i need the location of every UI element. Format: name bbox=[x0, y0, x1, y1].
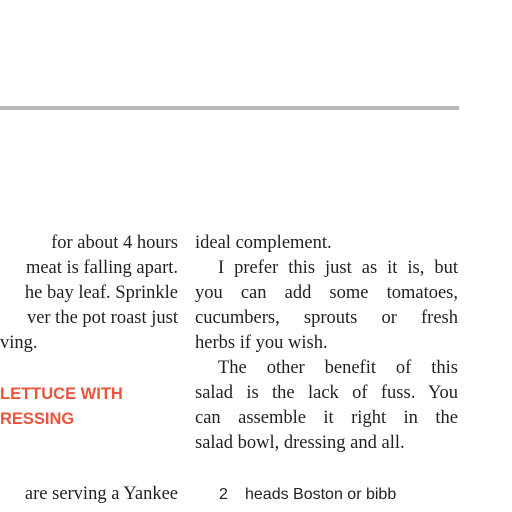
right-text-column bbox=[195, 231, 458, 456]
body-text-line: herbs if you wish. bbox=[195, 333, 328, 353]
body-text-line: I prefer this just as it is, but bbox=[218, 258, 458, 278]
body-text-line: salad is the lack of fuss. You bbox=[195, 383, 458, 403]
body-text-line: cucumbers, sprouts or fresh bbox=[195, 308, 458, 328]
left-text-column bbox=[0, 231, 178, 356]
left-text-continuation bbox=[0, 482, 178, 507]
body-text-line: ving. bbox=[0, 333, 38, 353]
ingredient-text: heads Boston or bibb bbox=[245, 486, 397, 503]
ingredient-line bbox=[219, 484, 479, 506]
body-text-line: you can add some tomatoes, bbox=[195, 283, 458, 303]
body-text-line: can assemble it right in the bbox=[195, 408, 458, 428]
section-divider-rule bbox=[0, 106, 459, 110]
body-text-line: he bay leaf. Sprinkle bbox=[24, 283, 178, 303]
body-text-line: meat is falling apart. bbox=[25, 258, 178, 278]
body-text-line: salad bowl, dressing and all. bbox=[195, 433, 405, 453]
recipe-heading-line: RESSING bbox=[0, 410, 75, 428]
body-text-line: ver the pot roast just bbox=[26, 308, 178, 328]
body-text-line: for about 4 hours bbox=[51, 233, 178, 253]
body-text-line: are serving a Yankee bbox=[24, 484, 178, 504]
body-text-line: The other benefit of this bbox=[218, 358, 458, 378]
ingredient-quantity: 2 bbox=[219, 486, 228, 503]
body-text-line: ideal complement. bbox=[195, 233, 332, 253]
recipe-heading bbox=[0, 382, 178, 432]
recipe-heading-line: LETTUCE WITH bbox=[0, 385, 123, 403]
